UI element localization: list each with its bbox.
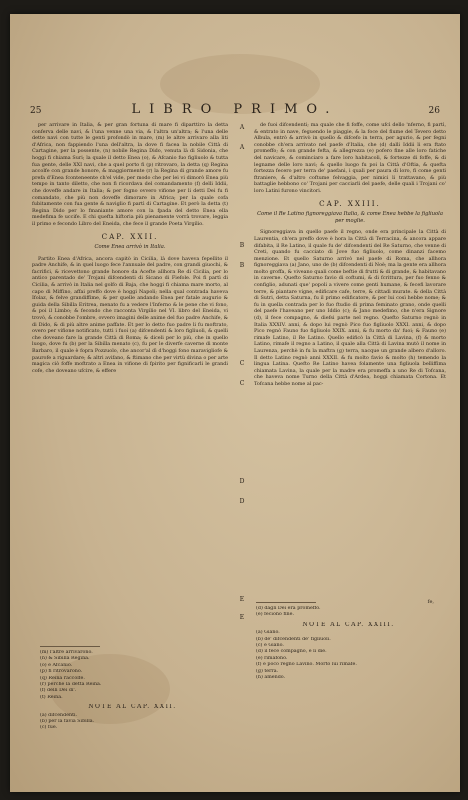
paragraph: Partito Enea d'Africa, ancora capitò in Cicilia, là dove haveva fepellito il padre Anchife, & in quel luogo fece l'annuale del padre, con grandi giuochi, & facrifici, & ricevettono grande honore da Acefte allhora Re di Cicilia, per lo antico parentado de' Trojani difcendenti di Sicano di Fiefole. Poi fi partì di Cicilia, & arrivò in Italia nel golfo di Baja, che hoggi fi chiama mare morto, al capo di Miffino, affai preffo dove è hoggi Napoli; nella qual contrada haveva Ifolaz, & felve grandiffime, & per quelle andando Enea per fatale augurio & guida della Sibilla Eritrea, menato fu a vedere l'Inferno & le pene che vi fono, & poi il Limbo; & fecondo che racconta Virgilio nel VI. libro del Eneida, vi trovò, & conobbe l'ombre, ovvero imagini delle anime del fuo padre Anchife, & di Dido, & di più altre anime paffate. Et per lo detto fuo padre li fu moftrato, overo per vifione notificato, tutti i fuoi (a) difcendenti & loro figliuoli, & quelli che doveano fare la grande Città di Roma; & diceli per lo più, che in quello luogo, dove fu (b) per la Sibilla menato (c), fu per le diverfe caverne di monte Barbaro, il quale è fopra Pozzuolo, che ancor'al dì d'hoggi fono maravigliofe & paurofe a riguardare; & altri avifano, & ftimano che per virtù divina o per arte magica ciò foffe moftrato a Enea in vifione di fpirito per fignificarli le grandi cofe, che doveano ufcire, & effere (32, 255, 228, 374)
right-text-column (254, 122, 446, 602)
footnotes-right (256, 606, 441, 681)
chapter-heading: CAP. XXII. (101, 231, 159, 241)
footnote-divider (40, 646, 100, 647)
footnote: (p) fi ritrovarono. (40, 669, 83, 675)
notes-heading: NOTE AL CAP. XXII. (88, 704, 177, 711)
running-title: LIBRO PRIMO. (131, 102, 339, 117)
footnote: (b) de' difcendenti de' figliuoli. (256, 636, 331, 642)
book-page (10, 14, 460, 792)
left-text-column (32, 122, 228, 642)
paragraph: de fuoi difcendenti; ma quale che fi foffe, come ufcì dello 'nferno, fi partì, & entrato in nave, feguendo le piaggie, & la foce del fiume del Tevero detto Albula, entrò & arrivò in quello & difcefo in terra, per agurio, & per fegni conobbe ch'era arrivato nel paefe d'Italia, che (d) dalli Iddii li era ftato promeffo; & con grande fefta, & allegrezza (e) pofero fine alle loro fatiche del navicare, & cominciaro a fare loro habitacoli, & fortezze di foffe, & di legname delle loro navi; & quello luogo fu poi la Città d'Oftia, & quefta fortezza fecero per terra de' paefani, i quali per paura di loro, fi come genti ftraniere, & d'altro coftume felvaggia, per nimici li trattavano, & più battaglie hebbono co' Trojani per cacciarli del paefe, delle quali i Trojani co' loro Latini furono vincitori. (254, 122, 446, 194)
footnote: (t) Reina. (40, 694, 63, 700)
footnote: (e) rimafono. (256, 655, 288, 661)
footnote: (c) e Giano. (256, 643, 284, 649)
chapter-heading: CAP. XXIII. (319, 198, 381, 208)
footnote: (m) l'altre arrivarono. (40, 650, 93, 655)
footnote: (g) terra. (256, 668, 279, 674)
notes-heading: NOTE AL CAP. XXIII. (302, 621, 395, 628)
footnotes-left (40, 650, 225, 732)
paragraph: Signoreggiava in quello paefe il regno, onde era principale la Città di Laurentia, ch'era preffo dove è hora la Città di Terracina, & ancora appare difabita, il Re Latino, il quale fu de' difcendenti del Re Saturno, che venne di Creti, quando fu cacciato di Jove fuo figliuolo, come dinanzi facemo menzione. Et quello Saturno arrivò nel paefe di Roma, che allhora fignoreggiava (a) Jano, uno de (b) difcendenti di Noè; ma la gente era allhora molto groffa, & viveano quali come beftie di frutti & di grande, & habitavano in caverne. Quefto Saturno favio di coftumi, & di fcrittura, per fuo fenno & configlio, adunati que' popoli a vivere come genti humane, & fecefi lavorare terre, & piantare vigne, edificare cafe, terre, & cittadi murate. & della Città di Sutri, detta Saturna, fu il primo edificatore, & per lui così hebbe nome; & fu in quella contrada per lo fuo ftudio di prima feminato grano, onde quelli del paefe l'haveano per uno Iddio (c); & Jano medefimo, che n'era Signore (d), il fece compagno, & diefsi parte nel regno. Quefto Saturno regnò in Italia XXXIV. anni, & dopo lui regnò Pico fuo figliuolo XXXI. anni, & dopo Pico regnò Fauno fuo figliuolo XXIX. anni, & fu morto da' fuoi; & Fauno (e) rimafe Latino, il Re Latino. Quello edificò la Città di Lavina, (f) & morto Latino, rimafe il regno a Latino, il quale alla Città di Lavina mutò il nome in Laurenza, perchè in fu la maftra (g) terra, nacque un grande albero d'alloro. Il detto Latino regnò anni XXXII. & fu molto favio & molto (h) temendo la lingua Latina. Quefto Re Latino havea folamente una figliuola belliffima chiamata Lavina, la quale per la madre era promeffa a uno Re di Tofcana, che haveva nome Turno della Città d'Ardea, hoggi chiamata Cortona. Et Tofcana hebbe nome al pac- (254, 229, 446, 387)
margin-letter: B (239, 262, 245, 269)
footnote: (a) Giano. (256, 630, 280, 636)
margin-letter: D (239, 478, 245, 485)
footnote: (c) fue. (40, 725, 58, 731)
footnote: (n) & Sibilla Regina. (40, 656, 90, 662)
margin-letter: D (239, 498, 245, 505)
footnote: (h) amendò. (256, 675, 286, 681)
footnote: (f) e poco regnò Lavino. Morto lui rimafe. (256, 662, 357, 668)
footnote: (b) per la favia Sibilla. (40, 719, 95, 725)
page-number-left: 25 (30, 106, 42, 116)
footnote: (q) Reina raccolfe. (40, 675, 85, 681)
margin-letter: C (239, 380, 245, 387)
paragraph: per arrivare in Italia, & per gran fortuna di mare fi diparttiro la detta conferva delle navi, & l'una venne una via, & l'altra un'altra; & l'una delle dette navi con tutte le genti profondò in mare, (m) le altre arrivaro alla liti d'Africa, non fappiendo l'una dell'altra, la dove fi facea la nobile Città di Cartagine, per la possente, (n) nobile Regina Dido, venuta là di Sidonia, che hoggi fi chiama Suri; la quale il detto Enea (o), & Afcanio fuo figliuolo & tutta fua gente, delle XXI navi, che a quel porto fi (p) ritrovaro, la detta (q) Regina accolfe con grande honore, & maggiormente (r) la Regina di grande amore fu prefa d'Enea fconteneente ch'el vide, per modo che per lei vi dimorò Enea più tempo in tanto diletto, che non fi ricordava del comandamento (f) delli Iddii, che doveffe andare in Italia; & per fogno ovvero vifione per li detti Dei fu fi comandato, che più non doveffe dimorare in Africa; per la quale cofa fubitamente con fua gente & naviglio fi partì di Cartagine. Et però la detta (t) Regina Dido per lo fmaniante amore con la fpada del detto Enea ella medefima fe uccife. E chi quefta hiftoria più pienamente vorrà trovare, leggia il primo e fecondo Libro del Eneida, che fece il grande Poeta Virgilio. (32, 122, 228, 227)
footnote: (a) difcendenti. (40, 712, 78, 718)
page-number-right: 26 (428, 106, 440, 116)
margin-letter: A (239, 124, 245, 131)
footnote: (d) il fece compagno, e li diè. (256, 649, 327, 655)
footnote: (f) delli Dei di'. (40, 688, 77, 694)
margin-letters (236, 124, 248, 624)
chapter-summary: Come il Re Latino fignoreggiava Italia, & come Enea hebbe la figliuola per moglie. (257, 211, 443, 224)
catchword: fe, (427, 599, 434, 605)
margin-letter: E (239, 614, 245, 621)
footnote: (e) feciono fine. (256, 612, 294, 618)
footnote: (o) e Afcanio. (40, 662, 73, 668)
margin-letter: C (239, 360, 245, 367)
footnote-divider (256, 602, 316, 603)
margin-letter: A (239, 144, 245, 151)
margin-letter: E (239, 596, 245, 603)
chapter-summary: Come Enea arrivò in Italia. (94, 244, 166, 251)
footnote: (r) perchè la detta Reina. (40, 682, 102, 688)
footnote: (d) dagli Dei era promeffo. (256, 606, 321, 611)
margin-letter: B (239, 242, 245, 249)
